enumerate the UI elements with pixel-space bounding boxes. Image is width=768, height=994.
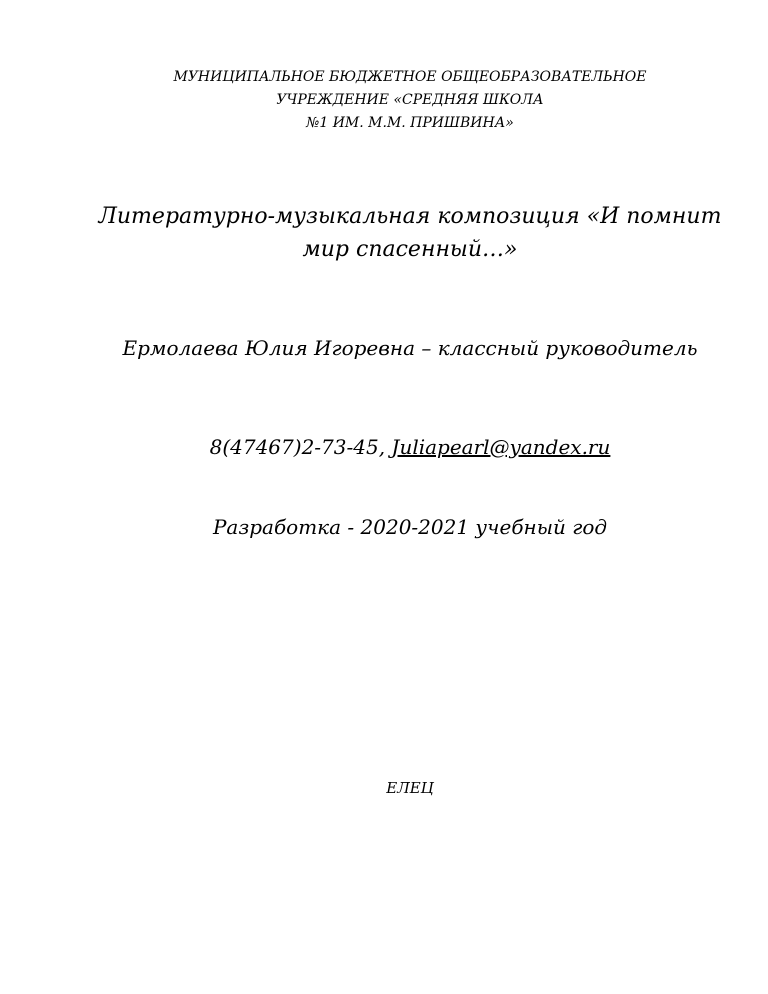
city-name: ЕЛЕЦ [386, 779, 434, 797]
school-name-line-2: УЧРЕЖДЕНИЕ «СРЕДНЯЯ ШКОЛА [276, 92, 544, 108]
email-link[interactable]: Juliapearl@yandex.ru [391, 435, 611, 459]
contact-line [80, 432, 740, 462]
document-title [80, 200, 740, 266]
document-title-line-1: Литературно-музыкальная композиция «И помнит [98, 204, 722, 229]
school-name [80, 66, 740, 135]
phone-number: 8(47467)2-73-45, [209, 435, 386, 459]
author-line: Ермолаева Юлия Игоревна – классный руководитель [122, 336, 698, 360]
development-year: Разработка - 2020-2021 учебный год [212, 515, 608, 539]
school-name-line-1: МУНИЦИПАЛЬНОЕ БЮДЖЕТНОЕ ОБЩЕОБРАЗОВАТЕЛЬНОЕ [173, 69, 647, 85]
document-title-line-2: мир спасенный…» [302, 237, 518, 262]
school-name-line-3: №1 ИМ. М.М. ПРИШВИНА» [306, 115, 514, 131]
